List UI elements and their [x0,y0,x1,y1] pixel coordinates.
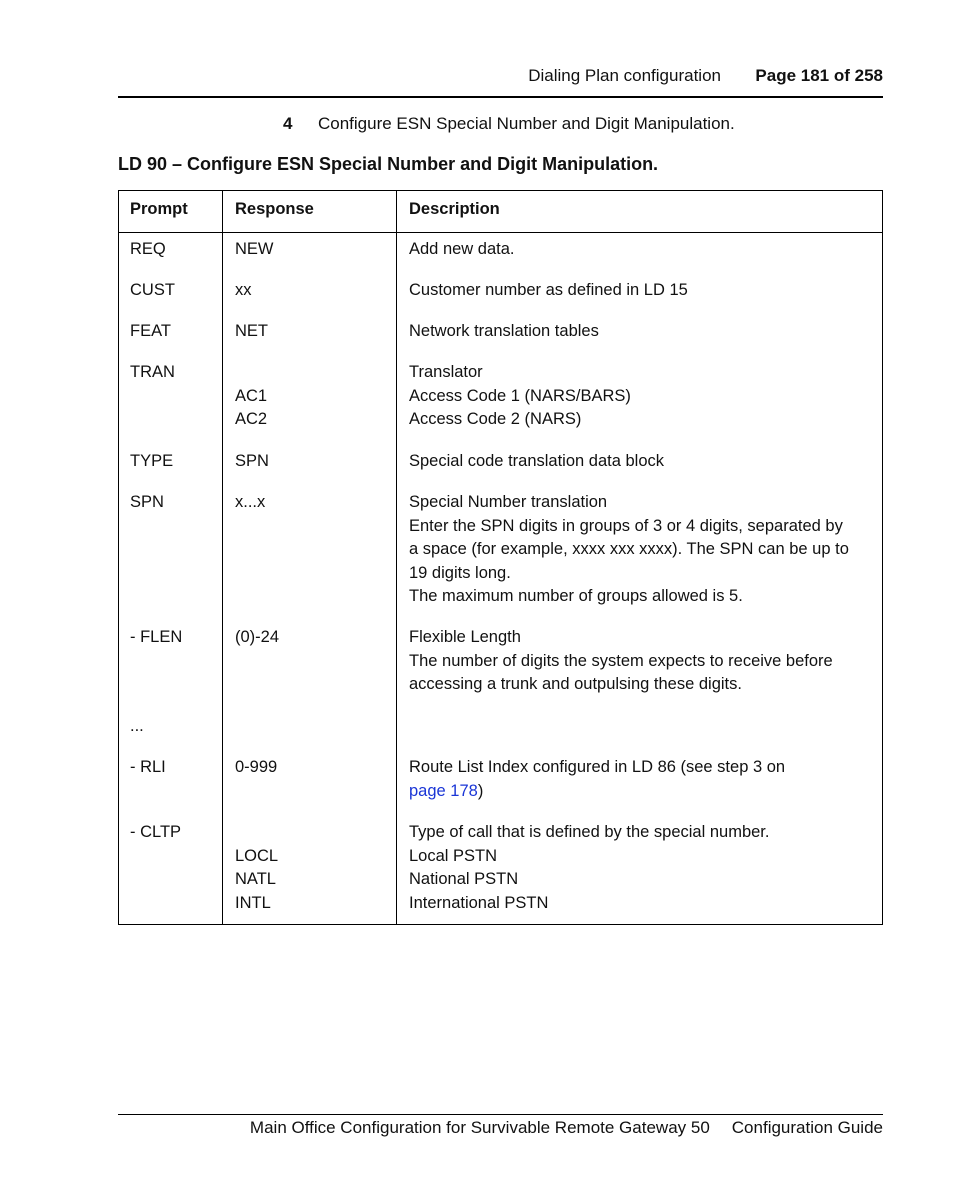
description-cell [409,821,879,915]
description-cell-line: Add new data. [409,240,515,258]
description-cell-line: The number of digits the system expects to receive before [409,651,833,670]
procedure-step [283,114,735,134]
response-cell-line: 0-999 [235,758,278,776]
response-cell-line [235,361,395,385]
description-cell [409,626,879,697]
prompt-cell [130,491,220,515]
prompt-cell-line: CUST [130,281,175,299]
prompt-cell [130,821,220,845]
description-cell [409,491,879,609]
response-cell [235,821,395,915]
description-cell-line: Special code translation data block [409,452,664,470]
prompt-cell [130,715,220,739]
description-cell-line: Enter the SPN digits in groups of 3 or 4 digits, separated by [409,516,843,535]
document-title: Main Office Configuration for Survivable Remote Gateway 50 [249,1118,710,1137]
description-cell-line: a space (for example, xxxx xxx xxxx). The SPN can be up to [409,540,849,558]
response-cell-line: AC1 [235,386,268,405]
response-cell [235,756,395,780]
response-cell [235,238,395,262]
response-cell-line: LOCL [235,846,279,865]
response-cell [235,626,395,650]
table-title: LD 90 – Configure ESN Special Number and Digit Manipulation. [118,154,659,174]
response-cell-line: NEW [235,240,274,258]
description-cell-line: Access Code 2 (NARS) [409,410,582,428]
prompt-cell-line: - RLI [130,758,166,776]
prompt-cell [130,450,220,474]
prompt-cell-line: - CLTP [130,823,182,841]
prompt-cell [130,279,220,303]
column-header-description: Description [409,200,500,218]
response-cell [235,320,395,344]
prompt-cell-line: FEAT [130,322,171,340]
table-header-row [119,191,882,233]
description-cell [409,715,879,739]
response-cell-line: NATL [235,870,276,888]
section-title: Dialing Plan configuration [528,66,721,85]
step-text: Configure ESN Special Number and Digit Manipulation. [318,114,735,133]
description-cell [409,361,879,432]
description-cell-line: Customer number as defined in LD 15 [409,281,688,299]
prompt-cell [130,238,220,262]
description-cell [409,320,879,344]
response-cell-line: AC2 [235,410,268,428]
column-header-response: Response [235,200,314,218]
description-cell [409,450,879,474]
prompt-cell-line: ... [130,717,144,735]
description-cell [409,756,879,803]
page-number: Page 181 of 258 [755,66,883,85]
response-cell-line: SPN [235,452,269,470]
response-cell [235,715,395,739]
prompt-cell-line: TYPE [130,452,174,470]
description-cell-line: Route List Index configured in LD 86 (see step 3 on [409,758,786,776]
description-cell-line [409,780,879,804]
response-cell-line [235,715,395,739]
description-cell-line: Network translation tables [409,322,599,340]
prompt-cell [130,626,220,650]
column-divider [396,191,397,924]
prompt-cell [130,756,220,780]
ld90-table [118,190,883,925]
response-cell-line: INTL [235,893,271,912]
description-cell-line: The maximum number of groups allowed is 5. [409,587,743,605]
step-number: 4 [283,114,293,133]
description-cell-line: 19 digits long. [409,563,511,582]
response-cell [235,450,395,474]
description-cell-line: National PSTN [409,870,519,888]
description-cell-line: Local PSTN [409,846,498,865]
prompt-cell-line: - FLEN [130,628,183,646]
response-cell-line: (0)-24 [235,628,280,646]
prompt-cell [130,320,220,344]
response-cell-line: NET [235,322,268,340]
prompt-cell-line: SPN [130,493,164,511]
description-cell [409,279,879,303]
response-cell-line: xx [235,281,252,299]
column-divider [222,191,223,924]
response-cell [235,491,395,515]
link-suffix: ) [477,781,484,800]
prompt-cell-line: TRAN [130,363,175,381]
description-cell-line: International PSTN [409,893,549,912]
description-cell-line: Type of call that is defined by the special number. [409,823,770,841]
page-header [118,64,883,98]
document-type: Configuration Guide [731,1118,883,1137]
description-cell-line: Flexible Length [409,628,521,646]
response-cell-line [235,821,395,845]
response-cell-line: x...x [235,493,266,511]
description-cell-line: accessing a trunk and outpulsing these digits. [409,675,742,693]
description-cell-line: Translator [409,363,483,381]
prompt-cell [130,361,220,385]
prompt-cell-line: REQ [130,240,166,258]
description-cell-line [409,715,879,739]
description-cell-line: Special Number translation [409,493,608,511]
description-cell [409,238,879,262]
description-cell-line: Access Code 1 (NARS/BARS) [409,386,631,405]
page-link[interactable]: page 178 [409,781,478,800]
column-header-prompt: Prompt [130,200,188,218]
page-footer [118,1114,883,1137]
response-cell [235,279,395,303]
response-cell [235,361,395,432]
